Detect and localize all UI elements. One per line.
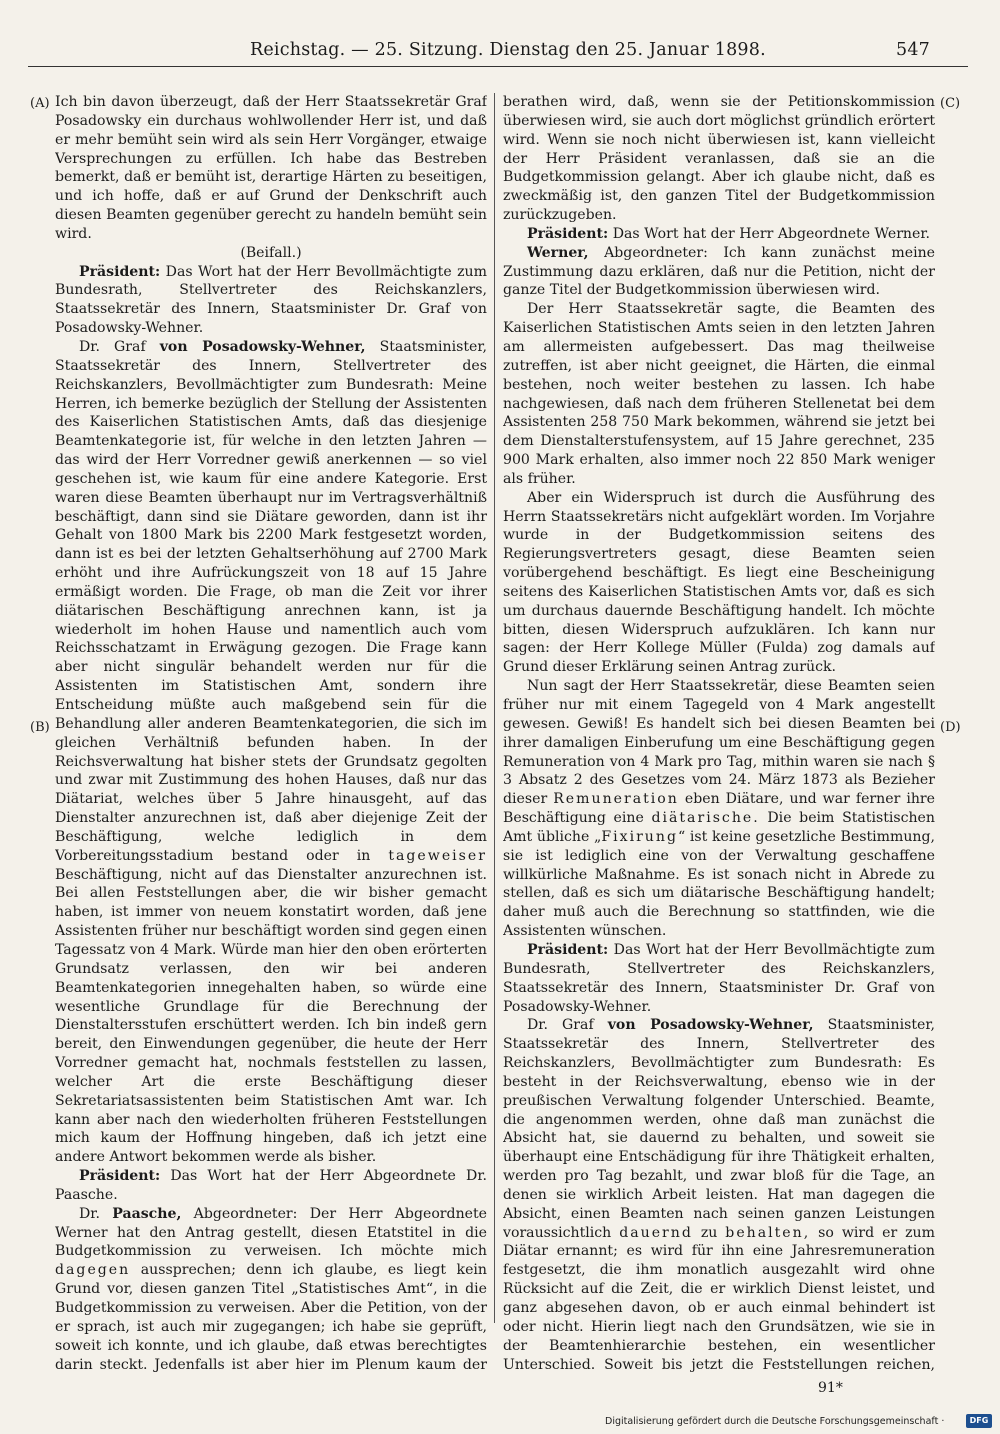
- right-column: [503, 93, 935, 1373]
- speaker-name: von Posadowsky-Wehner,: [607, 1017, 814, 1034]
- paragraph: berathen wird, daß, wenn sie der Petitionskommission überwiesen wird, sie auch dort möglichst gründlich erörtert wird. Wenn sie noch nicht überwiesen ist, kann vielleicht der Herr Präsident veranlassen, daß sie an die Budgetkommission gelangt. Aber ich glaube nicht, daß es zweckmäßig ist, den ganzen Titel der Budgetkommission zurückzugeben.: [503, 94, 935, 224]
- paragraph: Werner, Abgeordneter: Ich kann zunächst meine Zustimmung dazu erklären, daß nur die Petition, nicht der ganze Titel der Budgetkommission überwiesen wird.: [503, 244, 935, 299]
- paragraph: Präsident: Das Wort hat der Herr Abgeordnete Werner.: [527, 225, 931, 242]
- paragraph: Dr. Paasche, Abgeordneter: Der Herr Abgeordnete Werner hat den Antrag gestellt, diesen Etatstitel in die Budgetkommission zu verweisen. Ich möchte mich dagegen aussprechen; denn ich glaube, es liegt kein Grund vor, diesen ganzen Titel „Statistisches Amt“, in die Budgetkommission zu verweisen. Aber die Petition, von der er sprach, ist auch mir zugegangen; ich habe sie geprüft, soweit ich konnte, und ich glaube, daß etwas berechtigtes darin steckt. Jedenfalls ist aber hier im Plenum kaum der: [55, 1205, 487, 1373]
- running-header: [250, 40, 930, 66]
- speaker-name: von Posadowsky-Wehner,: [159, 338, 366, 355]
- paragraph: Der Herr Staatssekretär sagte, die Beamten des Kaiserlichen Statistischen Amts seien in den letzten Jahren am allermeisten aufgebessert. Das mag theilweise zutreffen, ist aber nicht geeignet, die Härten, die einmal bestehen, noch weiter bestehen zu lassen. Ich habe nachgewiesen, daß nach dem früheren Stellenetat bei dem Assistenten 258 750 Mark bekommen, während sie jetzt bei dem Dienstalterstufensystem, auf 15 Jahre gerechnet, 235 900 Mark erhalten, also immer noch 22 850 Mark weniger als früher.: [503, 301, 935, 487]
- margin-letter-d: (D): [940, 720, 961, 735]
- applause-note: (Beifall.): [240, 244, 302, 261]
- paragraph: Präsident: Das Wort hat der Herr Abgeordnete Dr. Paasche.: [55, 1168, 487, 1203]
- paragraph: Ich bin davon überzeugt, daß der Herr Staatssekretär Graf Posadowsky ein durchaus wohlwollender Herr ist, und daß er mehr bemüht sein wird als sein Herr Vorgänger, etwaige Versprechungen zu erfüllen. Ich habe das Bestreben bemerkt, daß er bemüht ist, derartige Härten zu beseitigen, und ich hoffe, daß er auf Grund der Denkschrift auch diesen Beamten gegenüber gerecht zu handeln bemüht sein wird.: [55, 94, 487, 242]
- running-title: Reichstag. — 25. Sitzung. Dienstag den 25. Januar 1898.: [250, 40, 766, 60]
- paragraph: Präsident: Das Wort hat der Herr Bevollmächtigte zum Bundesrath, Stellvertreter des Reichskanzlers, Staatssekretär des Innern, Staatsminister Dr. Graf von Posadowsky-Wehner.: [55, 263, 487, 337]
- speaker-name: Präsident:: [79, 1168, 161, 1185]
- paragraph: Aber ein Widerspruch ist durch die Ausführung des Herrn Staatssekretärs nicht aufgeklärt worden. Im Vorjahre wurde in der Budgetkommission seitens des Regierungsvertreters gesagt, diese Beamten seien vorübergehend beschäftigt. Es liegt eine Bescheinigung seitens des Kaiserlichen Statistischen Amts vor, daß es sich um durchaus dauernde Beschäftigung handelt. Ich möchte bitten, diesen Widerspruch aufzuklären. Ich kann nur sagen: der Herr Kollege Müller (Fulda) zog damals auf Grund dieser Erklärung seinen Antrag zurück.: [503, 489, 935, 676]
- dfg-logo-icon: DFG: [966, 1414, 992, 1428]
- column-divider: [494, 93, 495, 1323]
- speaker-name: Werner,: [527, 244, 589, 261]
- speaker-name: Präsident:: [79, 263, 161, 280]
- margin-letter-a: (A): [30, 96, 50, 111]
- signature-mark: 91*: [818, 1380, 843, 1396]
- paragraph: Nun sagt der Herr Staatssekretär, diese Beamten seien früher nur mit einem Tagegeld von 4 Mark angestellt gewesen. Gewiß! Es handelt sich bei diesen Beamten bei ihrer damaligen Einberufung um eine Beschäftigung gegen Remuneration von 4 Mark pro Tag, mithin waren sie nach § 3 Absatz 2 des Gesetzes vom 24. März 1873 als Bezieher dieser Remuneration eben Diätare, und war ferner ihre Beschäftigung eine diätarische. Die beim Statistischen Amt übliche „Fixirung“ ist keine gesetzliche Bestimmung, sie ist lediglich eine von der Verwaltung geschaffene willkürliche Maßnahme. Es ist sonach nicht in Abrede zu stellen, daß es sich um diätarische Beschäftigung handelt; daher muß auch die Berechnung so stattfinden, wie die Assistenten wünschen.: [503, 678, 935, 940]
- paragraph: Präsident: Das Wort hat der Herr Bevollmächtigte zum Bundesrath, Stellvertreter des Reichskanzlers, Staatssekretär des Innern, Staatsminister Dr. Graf von Posadowsky-Wehner.: [503, 941, 935, 1015]
- speaker-name: Präsident:: [527, 941, 609, 958]
- margin-letter-b: (B): [30, 720, 50, 735]
- paragraph: Dr. Graf von Posadowsky-Wehner, Staatsminister, Staatssekretär des Innern, Stellvertreter des Reichskanzlers, Bevollmächtigter zum Bundesrath: Meine Herren, ich bemerke bezüglich der Stellung der Assistenten des Kaiserlichen Statistischen Amts, daß das diesjenige Beamtenkategorie ist, für welche in den letzten Jahren — das wird der Herr Vorredner gewiß anerkennen — so viel geschehen ist, wie kaum für eine andere Kategorie. Erst waren diese Beamten überhaupt nur im Vertragsverhältniß beschäftigt, dann sind sie Diätare geworden, dann ist ihr Gehalt von 1800 Mark bis 2200 Mark festgesetzt worden, dann ist es bei der letzten Gehaltserhöhung auf 2700 Mark erhöht und ihre Aufrückungszeit von 18 auf 15 Jahre ermäßigt worden. Die Frage, ob man die Zeit vor ihrer diätarischen Beschäftigung anrechnen kann, ist ja wiederholt im hohen Hause und namentlich auch vom Reichsschatzamt in Erwägung gezogen. Die Frage kann aber nicht singulär behandelt werden nur für die Assistenten im Statistischen Amt, sondern ihre Entscheidung müßte auch maßgebend sein für die Behandlung aller anderen Beamtenkategorien, die sich im gleichen Verhältniß befunden haben. In der Reichsverwaltung hat bisher stets der Grundsatz gegolten und zwar mit Zustimmung des hohen Hauses, daß nur das Diätariat, welches über 5 Jahre hinausgeht, auf das Dienstalter anzurechnen ist, daß aber diejenige Zeit der Beschäftigung, welche lediglich in dem Vorbereitungsstadium bestand oder in tageweiser Beschäftigung, nicht auf das Dienstalter anzurechnen ist. Bei allen Feststellungen aber, die wir bisher gemacht haben, ist immer von neuem konstatirt worden, daß jene Assistenten früher nur beschäftigt worden sind gegen einen Tagessatz von 4 Mark. Würde man hier den oben erörterten Grundsatz verlassen, den wir bei anderen Beamtenkategorien innegehalten haben, so würde eine wesentliche Grundlage für die Berechnung der Dienstaltersstufen erschüttert werden. Ich bin indeß gern bereit, den Einwendungen gegenüber, die heute der Herr Vorredner gemacht hat, nochmals feststellen zu lassen, welcher Art die erste Beschäftigung dieser Sekretariatsassistenten beim Statistischen Amt war. Ich kann aber nach den wiederholten früheren Feststellungen mich kaum der Hoffnung hingeben, daß ich jetzt eine andere Antwort bekommen werde als bisher.: [55, 338, 487, 1166]
- digitization-credit: [605, 1414, 995, 1430]
- header-rule: [28, 66, 968, 67]
- speaker-name: Paasche,: [112, 1205, 182, 1222]
- page-number: 547: [895, 40, 930, 60]
- left-column: [55, 93, 487, 1373]
- credit-text: Digitalisierung gefördert durch die Deutsche Forschungsgemeinschaft ·: [605, 1416, 945, 1427]
- margin-letter-c: (C): [940, 96, 961, 111]
- speaker-name: Präsident:: [527, 225, 609, 242]
- paragraph: Dr. Graf von Posadowsky-Wehner, Staatsminister, Staatssekretär des Innern, Stellvertreter des Reichskanzlers, Bevollmächtigter zum Bundesrath: Es besteht in der Reichsverwaltung, ebenso wie in der preußischen Verwaltung folgender Unterschied. Beamte, die angenommen werden, ohne daß man zunächst die Absicht hat, sie dauernd zu behalten, und soweit sie überhaupt eine Entschädigung für ihre Thätigkeit erhalten, werden pro Tag bezahlt, und zwar bloß für die Tage, an denen sie wirklich Arbeit leisten. Hat man dagegen die Absicht, einen Beamten nach seinen ganzen Leistungen voraussichtlich dauernd zu behalten, so wird er zum Diätar ernannt; es wird für ihn eine Jahresremuneration festgesetzt, die ihm monatlich ausgezahlt wird ohne Rücksicht auf die Zeit, die er wirklich Dienst leistet, und ganz abgesehen davon, ob er auch einmal behindert ist oder nicht. Hierin liegt nach den Grundsätzen, wie sie in der Beamtenhierarchie bestehen, ein wesentlicher Unterschied. Soweit bis jetzt die Feststellungen reichen,: [503, 1017, 935, 1373]
